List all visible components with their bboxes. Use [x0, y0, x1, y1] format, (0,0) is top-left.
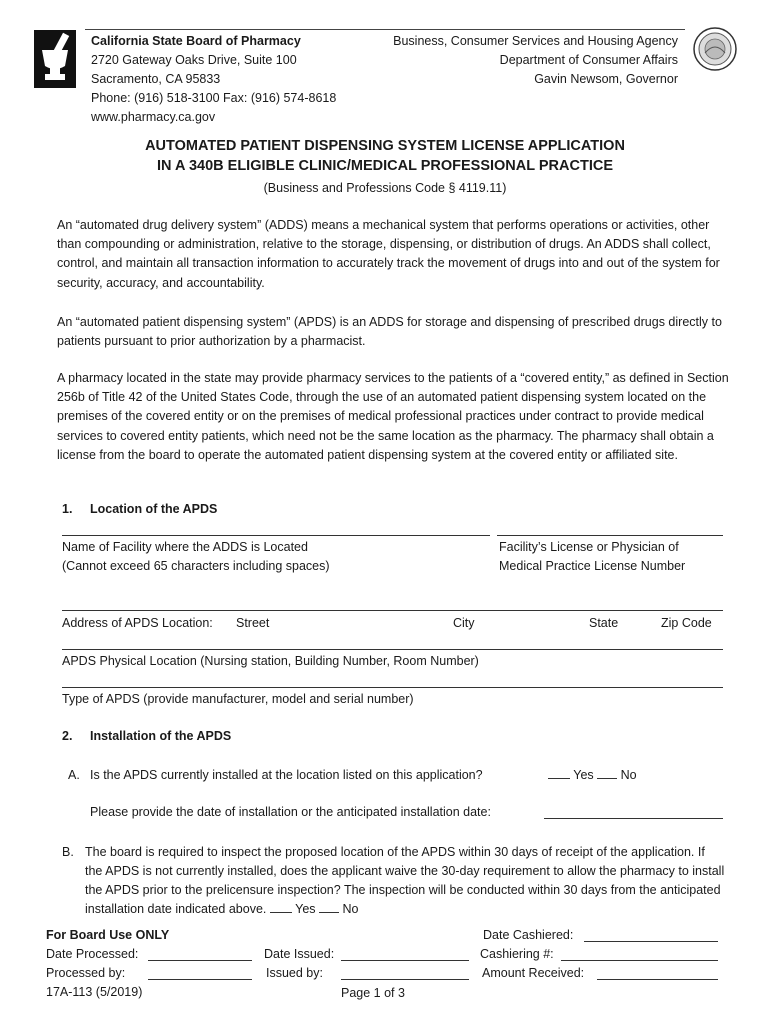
- apds-type-field[interactable]: [62, 687, 723, 688]
- question-a-text: Is the APDS currently installed at the location listed on this application?: [90, 768, 483, 782]
- state-label: State: [589, 616, 619, 630]
- question-a-yes-blank[interactable]: [548, 766, 570, 779]
- date-cashiered-label: Date Cashiered:: [483, 928, 574, 942]
- address-line-2: Sacramento, CA 95833: [91, 72, 221, 86]
- org-name: California State Board of Pharmacy: [91, 34, 301, 48]
- covered-entity-paragraph: A pharmacy located in the state may provide pharmacy services to the patients of a “covered entity,” as defined in Section 256b of Title 42 of the United States Code, through the use of an automated patient dispensing system located on the premises of the covered entity or on the premises of medical professional practices under contract to provide medical services to covered entity patients, which need not be the same location as the pharmacy. The pharmacy shall obtain a license from the board to operate the automated patient dispensing system at the covered entity or affiliated site.: [57, 371, 729, 462]
- amount-received-label: Amount Received:: [482, 966, 585, 980]
- header-rule: [85, 29, 685, 30]
- license-number-field[interactable]: [497, 535, 723, 536]
- date-issued-label: Date Issued:: [264, 947, 335, 961]
- statute-reference: (Business and Professions Code § 4119.11): [263, 181, 507, 195]
- section-1-heading: 1. Location of the APDS: [62, 502, 218, 516]
- installation-date-field[interactable]: [544, 818, 723, 819]
- street-label: Street: [236, 616, 270, 630]
- date-processed-field[interactable]: [148, 960, 252, 961]
- page-number: Page 1 of 3: [341, 986, 405, 1000]
- agency-name: Business, Consumer Services and Housing Agency: [393, 34, 678, 48]
- board-address-block: [91, 32, 336, 127]
- governor-name: Gavin Newsom, Governor: [534, 72, 678, 86]
- processed-by-label: Processed by:: [46, 966, 126, 980]
- question-a-answers: Yes No: [548, 766, 637, 785]
- question-b-no-blank[interactable]: [319, 900, 339, 913]
- agency-block: [393, 32, 678, 89]
- section-2-heading: 2. Installation of the APDS: [62, 729, 232, 743]
- question-b-letter: B.: [62, 845, 74, 859]
- board-use-heading: For Board Use ONLY: [46, 928, 170, 942]
- adds-definition-paragraph: An “automated drug delivery system” (ADDS) means a mechanical system that performs operations or activities, other than compounding or administration, relative to the storage, dispensing, or distribution of drugs. An ADDS shall collect, control, and maintain all transaction information to accurately track the movement of drugs into and out of the system for security, accuracy, and accountability.: [57, 218, 720, 290]
- question-a-letter: A.: [68, 768, 80, 782]
- city-label: City: [453, 616, 475, 630]
- facility-name-field[interactable]: [62, 535, 490, 536]
- cashiering-number-label: Cashiering #:: [480, 947, 554, 961]
- apds-definition-paragraph: An “automated patient dispensing system” (APDS) is an ADDS for storage and dispensing of prescribed drugs directly to patients pursuant to prior authorization by a pharmacist.: [57, 315, 722, 349]
- physical-location-label: APDS Physical Location (Nursing station, Building Number, Room Number): [62, 654, 479, 668]
- address-field[interactable]: [62, 610, 723, 611]
- mortar-pestle-logo-icon: [34, 30, 76, 88]
- form-title-line-2: IN A 340B ELIGIBLE CLINIC/MEDICAL PROFESSIONAL PRACTICE: [157, 158, 613, 174]
- date-cashiered-field[interactable]: [584, 941, 718, 942]
- date-processed-label: Date Processed:: [46, 947, 139, 961]
- question-a-no-blank[interactable]: [597, 766, 617, 779]
- website: www.pharmacy.ca.gov: [91, 110, 216, 124]
- cashiering-number-field[interactable]: [561, 960, 718, 961]
- processed-by-field[interactable]: [148, 979, 252, 980]
- state-seal-icon: [693, 27, 737, 71]
- date-issued-field[interactable]: [341, 960, 469, 961]
- address-label: Address of APDS Location:: [62, 616, 213, 630]
- department-name: Department of Consumer Affairs: [499, 53, 678, 67]
- license-number-label: Facility’s License or Physician of Medical Practice License Number: [499, 540, 686, 573]
- physical-location-field[interactable]: [62, 649, 723, 650]
- apds-type-label: Type of APDS (provide manufacturer, model and serial number): [62, 692, 414, 706]
- facility-name-label: Name of Facility where the ADDS is Located (Cannot exceed 65 characters including spaces): [62, 540, 330, 573]
- amount-received-field[interactable]: [597, 979, 718, 980]
- question-b-text: The board is required to inspect the proposed location of the APDS within 30 days of receipt of the application. If the APDS is not currently installed, does the applicant waive the 30-day requirement to allow the pharmacy to install the APDS prior to the prelicensure inspection? The inspection will be conducted within 30 days from the anticipated installation date indicated above. Yes No: [85, 845, 725, 916]
- issued-by-label: Issued by:: [266, 966, 323, 980]
- address-line-1: 2720 Gateway Oaks Drive, Suite 100: [91, 53, 297, 67]
- form-number: 17A-113 (5/2019): [46, 985, 143, 999]
- zip-label: Zip Code: [661, 616, 712, 630]
- form-title-line-1: AUTOMATED PATIENT DISPENSING SYSTEM LICENSE APPLICATION: [145, 138, 625, 154]
- installation-date-prompt: Please provide the date of installation or the anticipated installation date:: [90, 805, 491, 819]
- phone-fax: Phone: (916) 518-3100 Fax: (916) 574-8618: [91, 91, 337, 105]
- question-b-yes-blank[interactable]: [270, 900, 292, 913]
- issued-by-field[interactable]: [341, 979, 469, 980]
